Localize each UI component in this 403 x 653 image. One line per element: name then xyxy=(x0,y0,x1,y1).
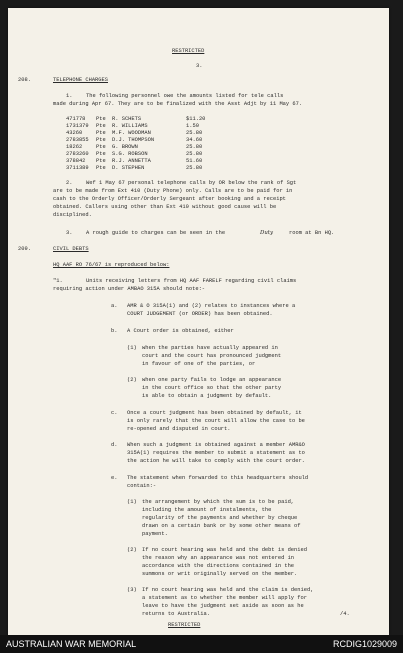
table-row xyxy=(66,144,216,151)
table-row xyxy=(66,158,216,165)
telephone-charges-table xyxy=(66,116,216,172)
s209-item-a-line1: AMR & O 315A(1) and (2) relates to instances where a xyxy=(127,303,296,309)
s209-item-e-label: e. xyxy=(111,475,118,481)
s209-item-e2-line1: If no court hearing was held and the debt is denied xyxy=(142,547,307,553)
s209-item-d-label: d. xyxy=(111,442,118,448)
s209-item-e1-line3: regularity of the payments and whether by cheque xyxy=(142,515,298,521)
amount-owed: 1.50 xyxy=(186,123,199,129)
s209-item-b1-label: (1) xyxy=(127,345,137,351)
s209-item-a-line2: COURT JUDGEMENT (or ORDER) has been obtained. xyxy=(127,311,273,317)
s208-para2-line5: disciplined. xyxy=(53,212,92,218)
s208-para2-line2: are to be made from Ext 410 (Duty Phone) only. Calls are to be paid for in xyxy=(53,188,293,194)
table-row xyxy=(66,123,216,130)
s209-para1-line2: requiring action under AMBAO 315A should note:- xyxy=(53,286,206,292)
s208-para1-line2: made during Apr 67. They are to be finalized with the Asst Adjt by 11 May 67. xyxy=(53,101,303,107)
amount-owed: 25.80 xyxy=(186,165,203,171)
s209-item-e-line2: contain:- xyxy=(127,483,157,489)
s209-item-b1-line3: in favour of one of the parties, or xyxy=(142,361,256,367)
s209-item-e2-line3: accordance with the directions contained in the xyxy=(142,563,295,569)
s209-para1-number: "1. xyxy=(53,278,63,284)
archive-footer-bar xyxy=(0,635,403,653)
amount-owed: $11.20 xyxy=(186,116,206,122)
s208-para1-line1: The following personnel owe the amounts listed for tele calls xyxy=(86,93,284,99)
s209-item-e2-line2: the reason why an appearance was not entered in xyxy=(142,555,295,561)
s209-item-e1-line1: the arrangement by which the sum is to be paid, xyxy=(142,499,295,505)
table-row xyxy=(66,130,216,137)
s209-item-d-line1: When such a judgment is obtained against a member AMR&O xyxy=(127,442,305,448)
member-name: D. STEPHEN xyxy=(112,165,145,171)
s209-item-d-line2: 315A(1) requires the member to submit a statement as to xyxy=(127,450,305,456)
service-number: 1731379 xyxy=(66,123,89,129)
rank: Pte xyxy=(96,144,106,150)
classification-footer: RESTRICTED xyxy=(168,622,201,628)
s208-para3-text-a: A rough guide to charges can be seen in the xyxy=(86,230,226,236)
s209-item-c-label: c. xyxy=(111,410,118,416)
section-209-title: CIVIL DEBTS xyxy=(53,246,89,252)
s209-item-c-line1: Once a court judgment has been obtained by default, it xyxy=(127,410,302,416)
s209-item-e1-line4: drawn on a certain bank or by some other means of xyxy=(142,523,301,529)
table-row xyxy=(66,137,216,144)
s209-item-e3-line4: returns to Australia. xyxy=(142,611,210,617)
member-name: D.J. THOMPSON xyxy=(112,137,155,143)
s208-para2-line4: obtained. Callers using other than Ext 410 without good cause will be xyxy=(53,204,277,210)
s209-item-b2-label: (2) xyxy=(127,377,137,383)
member-name: R. SCHETS xyxy=(112,116,142,122)
classification-header: RESTRICTED xyxy=(172,48,205,54)
section-208-number: 208. xyxy=(18,77,31,83)
rank: Pte xyxy=(96,165,106,171)
s209-item-e2-line4: summons or writ originally served on the member. xyxy=(142,571,298,577)
s209-item-e3-line1: If no court hearing was held and the claim is denied, xyxy=(142,587,314,593)
s209-item-b-line1: A Court order is obtained, either xyxy=(127,328,234,334)
amount-owed: 51.60 xyxy=(186,158,203,164)
s208-para1-number: 1. xyxy=(66,93,73,99)
s209-item-e3-line2: a statement as to whether the member will apply for xyxy=(142,595,307,601)
s209-item-e-line1: The statement when forwarded to this headquarters should xyxy=(127,475,309,481)
s209-item-b2-line3: is able to obtain a judgment by default. xyxy=(142,393,272,399)
member-name: M.F. WOODMAN xyxy=(112,130,151,136)
s209-item-e1-line2: including the amount of instalments, the xyxy=(142,507,272,513)
s208-para3-handwritten-duty: Duty xyxy=(260,230,274,236)
amount-owed: 25.80 xyxy=(186,144,203,150)
s209-item-c-line2: is only rarely that the court will allow the case to be xyxy=(127,418,305,424)
s209-item-e1-line5: payment. xyxy=(142,531,168,537)
s208-para2-number: 2. xyxy=(66,180,73,186)
s209-item-d-line3: the action he will take to comply with the court order. xyxy=(127,458,305,464)
continuation-marker: /4. xyxy=(340,611,350,617)
archive-record-id: RCDIG1029009 xyxy=(332,639,397,649)
service-number: 2783855 xyxy=(66,137,89,143)
s208-para3-text-b: room at Bn HQ. xyxy=(289,230,335,236)
s209-item-b1-line2: court and the court has pronounced judgment xyxy=(142,353,282,359)
s209-item-a-label: a. xyxy=(111,303,118,309)
s209-item-e3-label: (3) xyxy=(127,587,137,593)
member-name: S.G. ROBSON xyxy=(112,151,148,157)
archive-name: AUSTRALIAN WAR MEMORIAL xyxy=(6,639,137,649)
rank: Pte xyxy=(96,158,106,164)
page-number: 3. xyxy=(196,63,203,69)
service-number: 18262 xyxy=(66,144,83,150)
member-name: R. WILLIAMS xyxy=(112,123,148,129)
service-number: 43260 xyxy=(66,130,83,136)
member-name: R.J. ANNETTA xyxy=(112,158,151,164)
section-209-number: 209. xyxy=(18,246,31,252)
s209-item-e2-label: (2) xyxy=(127,547,137,553)
rank: Pte xyxy=(96,123,106,129)
rank: Pte xyxy=(96,151,106,157)
table-row xyxy=(66,151,216,158)
s209-item-e1-label: (1) xyxy=(127,499,137,505)
s209-item-b2-line2: in the court office so that the other party xyxy=(142,385,282,391)
s209-item-b2-line1: when one party fails to lodge an appearance xyxy=(142,377,282,383)
service-number: 471778 xyxy=(66,116,86,122)
table-row xyxy=(66,165,216,172)
table-row xyxy=(66,116,216,123)
s208-para2-line3: cash to the Orderly Officer/Orderly Sergeant after booking and a receipt xyxy=(53,196,286,202)
amount-owed: 25.80 xyxy=(186,151,203,157)
amount-owed: 34.60 xyxy=(186,137,203,143)
s209-reference: HQ AAF RO 76/67 is reproduced below: xyxy=(53,262,170,268)
s209-item-c-line3: re-opened and disputed in court. xyxy=(127,426,231,432)
rank: Pte xyxy=(96,130,106,136)
document-page xyxy=(8,8,389,635)
amount-owed: 25.80 xyxy=(186,130,203,136)
service-number: 378842 xyxy=(66,158,86,164)
s209-item-b-label: b. xyxy=(111,328,118,334)
s208-para3-number: 3. xyxy=(66,230,73,236)
s209-para1-line1: Units receiving letters from HQ AAF FARELF regarding civil claims xyxy=(86,278,297,284)
rank: Pte xyxy=(96,116,106,122)
s209-item-b1-line1: when the parties have actually appeared in xyxy=(142,345,278,351)
s208-para2-line1: Wef 1 May 67 personal telephone calls by OR below the rank of Sgt xyxy=(86,180,297,186)
member-name: G. BROWN xyxy=(112,144,138,150)
section-208-title: TELEPHONE CHARGES xyxy=(53,77,108,83)
s209-item-e3-line3: leave to have the judgment set aside as soon as he xyxy=(142,603,304,609)
service-number: 2783260 xyxy=(66,151,89,157)
service-number: 3711389 xyxy=(66,165,89,171)
rank: Pte xyxy=(96,137,106,143)
